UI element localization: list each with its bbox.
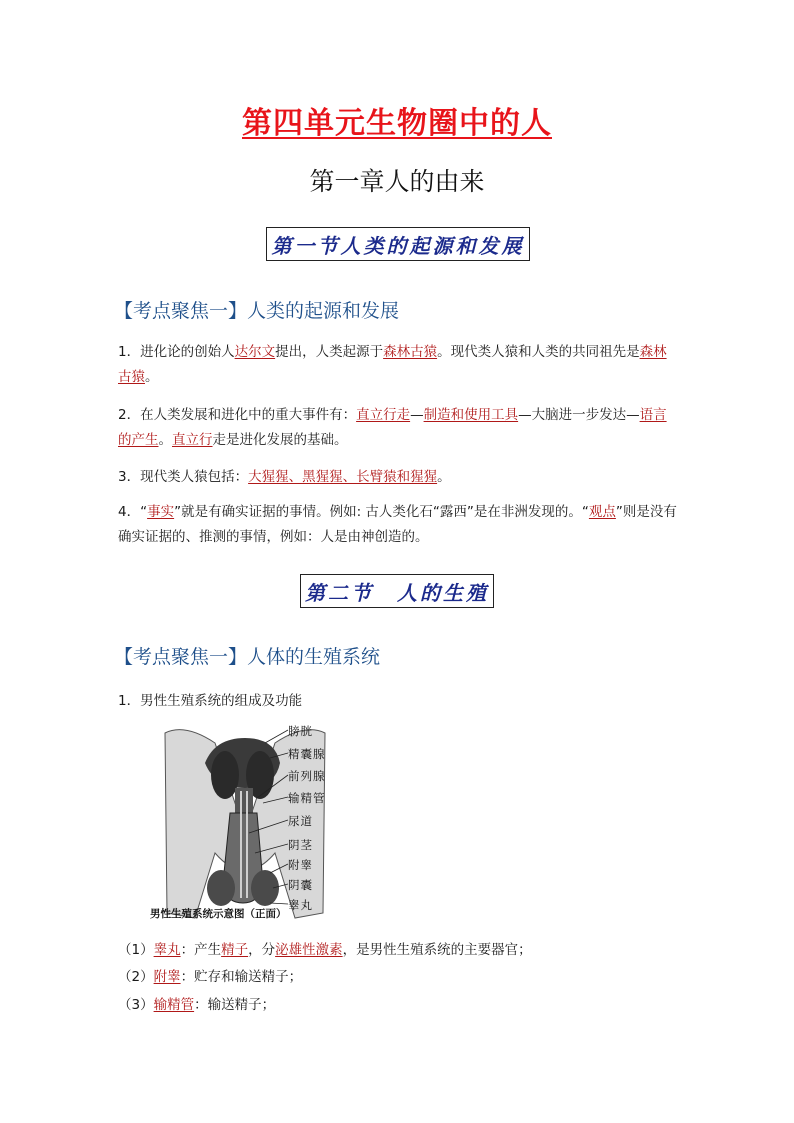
answer-opinion: 观点 bbox=[588, 504, 616, 520]
answer-hormone: 泌雄性激素 bbox=[275, 942, 343, 958]
answer-testis: 睾丸 bbox=[153, 942, 181, 958]
paragraph-origin: 1．进化论的创始人达尔文提出，人类起源于森林古猿。现代类人猿和人类的共同祖先是森林古猿。 bbox=[118, 344, 667, 385]
diagram-label-urethra: 尿道 bbox=[288, 814, 313, 828]
answer-tools: 制造和使用工具 bbox=[423, 407, 519, 423]
chapter-title: 第一章人的由来 bbox=[309, 167, 485, 196]
answer-epididymis: 附睾 bbox=[153, 969, 181, 985]
diagram-label-scrotum: 阴囊 bbox=[288, 878, 313, 892]
answer-vas-deferens: 输精管 bbox=[153, 997, 195, 1013]
list-item-vas-deferens: （3）输精管：输送精子； bbox=[118, 997, 276, 1013]
answer-ape-list: 大猩猩、黑猩猩、长臂猿和猩猩 bbox=[248, 469, 438, 485]
answer-language: 语言的产生 bbox=[118, 407, 667, 448]
focus-heading-1: 【考点聚焦一】人类的起源和发展 bbox=[114, 300, 400, 322]
list-item-testis: （1）睾丸：产生精子，分泌雄性激素，是男性生殖系统的主要器官； bbox=[118, 942, 532, 958]
section-title-1: 第一节人类的起源和发展 bbox=[266, 227, 530, 261]
diagram-label-penis: 阴茎 bbox=[288, 838, 313, 852]
answer-forest-ape: 森林古猿 bbox=[383, 344, 438, 360]
focus-heading-2: 【考点聚焦一】人体的生殖系统 bbox=[114, 646, 381, 668]
diagram-label-prostate: 前列腺 bbox=[288, 769, 326, 783]
diagram-label-seminal-vesicle: 精囊腺 bbox=[288, 747, 326, 761]
diagram-label-epididymis: 附睾 bbox=[288, 858, 313, 872]
answer-darwin: 达尔文 bbox=[234, 344, 276, 360]
unit-title: 第四单元生物圈中的人 bbox=[242, 106, 552, 141]
answer-sperm: 精子 bbox=[221, 942, 249, 958]
diagram-caption: 男性生殖系统示意图（正面） bbox=[150, 908, 287, 920]
paragraph-apes: 3．现代类人猿包括：大猩猩、黑猩猩、长臂猿和猩猩。 bbox=[118, 469, 451, 485]
diagram-label-vas-deferens: 输精管 bbox=[288, 791, 326, 805]
diagram-label-testis: 睾丸 bbox=[288, 898, 313, 912]
answer-upright-basis: 直立行 bbox=[172, 432, 213, 448]
paragraph-male-system: 1．男性生殖系统的组成及功能 bbox=[118, 693, 303, 709]
list-item-epididymis: （2）附睾：贮存和输送精子； bbox=[118, 969, 303, 985]
answer-common-ancestor: 森林古猿 bbox=[118, 344, 667, 385]
paragraph-events: 2．在人类发展和进化中的重大事件有：直立行走—制造和使用工具—大脑进一步发达—语言的产生。直立行走是进化发展的基础。 bbox=[118, 407, 667, 448]
section-title-2: 第二节 人的生殖 bbox=[300, 574, 494, 608]
diagram-label-bladder: 膀胱 bbox=[288, 724, 313, 738]
paragraph-fact-opinion: 4．“事实”就是有确实证据的事情。例如: 古人类化石“露西”是在非洲发现的。“观点”则是没有确实证据的、推测的事情，例如：人是由神创造的。 bbox=[118, 504, 677, 545]
answer-upright-walking: 直立行走 bbox=[356, 407, 411, 423]
answer-fact: 事实 bbox=[147, 504, 175, 520]
